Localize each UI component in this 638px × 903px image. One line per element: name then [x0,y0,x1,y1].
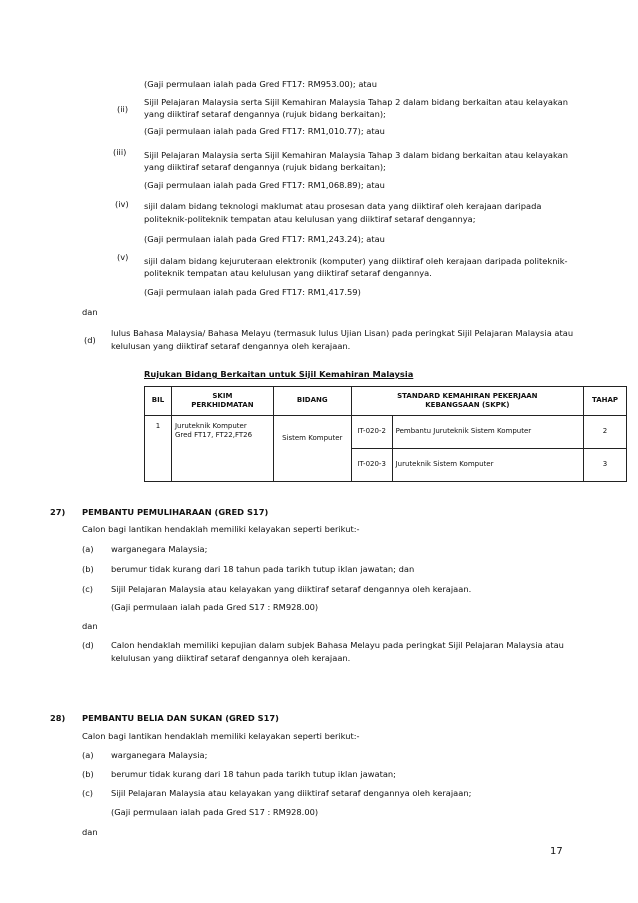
section-27-d-text-2: kelulusan yang diiktiraf setaraf dengannya oleh kerajaan. [111,653,351,663]
section-27-d-num: (d) [82,640,94,650]
dan-connector-3: dan [82,827,98,837]
section-27-a-num: (a) [82,544,94,554]
gaji-line-iv: (Gaji permulaan ialah pada Gred FT17: RM1,243.24); atau [144,234,385,244]
section-28-a-text: warganegara Malaysia; [111,750,208,760]
item-text-iv-2: politeknik-politeknik tempatan atau kelulusan yang diiktiraf setaraf dengannya; [144,214,476,224]
item-text-ii-2: yang diiktiraf setaraf dengannya (rujuk bidang berkaitan); [144,109,386,119]
section-27-title: PEMBANTU PEMULIHARAAN (GRED S17) [82,507,269,517]
header-skim-line-1: SKIM [212,391,233,400]
section-27-gaji: (Gaji permulaan ialah pada Gred S17 : RM928.00) [111,602,319,612]
section-28-b-num: (b) [82,769,94,779]
gaji-line-iii: (Gaji permulaan ialah pada Gred FT17: RM1,068.89); atau [144,180,385,190]
header-skpk-line-2: KEBANGSAAN (SKPK) [425,401,510,409]
item-text-v-1: sijil dalam bidang kejuruteraan elektronik (komputer) yang diiktiraf oleh kerajaan daripada politeknik- [144,256,568,266]
section-28-c-text: Sijil Pelajaran Malaysia atau kelayakan yang diiktiraf setaraf dengannya oleh kerajaan; [111,788,472,798]
cell-tahap: 2 [584,416,627,449]
item-text-d-1: lulus Bahasa Malaysia/ Bahasa Melayu (termasuk lulus Ujian Lisan) pada peringkat Sijil Pelajaran Malaysia atau [111,328,574,338]
item-num-v: (v) [117,252,129,262]
page-number: 17 [550,846,563,857]
cell-tahap: 3 [584,449,627,482]
gaji-line-i: (Gaji permulaan ialah pada Gred FT17: RM953.00); atau [144,79,378,89]
header-bil: BIL [145,387,172,416]
item-text-iii-2: yang diiktiraf setaraf dengannya (rujuk bidang berkaitan); [144,162,386,172]
rujukan-title: Rujukan Bidang Berkaitan untuk Sijil Kemahiran Malaysia [144,369,414,379]
section-27-b-num: (b) [82,564,94,574]
header-skpk-line-1: STANDARD KEMAHIRAN PEKERJAAN [397,391,538,400]
section-28-intro: Calon bagi lantikan hendaklah memiliki kelayakan seperti berikut:- [82,731,360,741]
item-text-iv-1: sijil dalam bidang teknologi maklumat atau prosesan data yang diiktiraf oleh kerajaan daripada [144,201,542,211]
section-27-intro: Calon bagi lantikan hendaklah memiliki kelayakan seperti berikut:- [82,524,360,534]
header-skim-line-2: PERKHIDMATAN [191,401,254,409]
skpk-table [144,386,627,482]
section-28-number: 28) [50,713,66,723]
section-27-c-text: Sijil Pelajaran Malaysia atau kelayakan yang diiktiraf setaraf dengannya oleh kerajaan. [111,584,472,594]
section-27-c-num: (c) [82,584,94,594]
item-num-ii: (ii) [117,104,129,114]
item-num-d: (d) [84,335,96,345]
cell-skim-line-2: Gred FT17, FT22,FT26 [174,431,253,440]
item-text-v-2: politeknik tempatan atau kelulusan yang diiktiraf setaraf dengannya. [144,268,432,278]
item-num-iv: (iv) [115,199,129,209]
section-27-a-text: warganegara Malaysia; [111,544,208,554]
header-bidang: BIDANG [273,387,351,416]
section-28-c-num: (c) [82,788,94,798]
section-28-a-num: (a) [82,750,94,760]
header-tahap: TAHAP [584,387,627,416]
cell-skim-line-1: Juruteknik Komputer [174,422,247,430]
cell-bil: 1 [145,416,172,482]
section-27-number: 27) [50,507,66,517]
item-text-iii-1: Sijil Pelajaran Malaysia serta Sijil Kemahiran Malaysia Tahap 3 dalam bidang berkaitan atau kelayakan [144,150,568,160]
section-27-b-text: berumur tidak kurang dari 18 tahun pada tarikh tutup iklan jawatan; dan [111,564,415,574]
gaji-line-ii: (Gaji permulaan ialah pada Gred FT17: RM1,010.77); atau [144,126,385,136]
dan-connector-1: dan [82,307,98,317]
cell-skim [171,416,273,482]
header-skpk [351,387,583,416]
cell-nama: Pembantu Juruteknik Sistem Komputer [392,416,583,449]
dan-connector-2: dan [82,621,98,631]
item-text-d-2: kelulusan yang diiktiraf setaraf dengannya oleh kerajaan. [111,341,351,351]
gaji-line-v: (Gaji permulaan ialah pada Gred FT17: RM1,417.59) [144,287,361,297]
header-skim [171,387,273,416]
section-28-gaji: (Gaji permulaan ialah pada Gred S17 : RM928.00) [111,807,319,817]
item-num-iii: (iii) [113,147,127,157]
cell-nama: Juruteknik Sistem Komputer [392,449,583,482]
section-28-b-text: berumur tidak kurang dari 18 tahun pada tarikh tutup iklan jawatan; [111,769,396,779]
cell-kod: IT-020-2 [351,416,392,449]
section-28-title: PEMBANTU BELIA DAN SUKAN (GRED S17) [82,713,279,723]
cell-kod: IT-020-3 [351,449,392,482]
table-row [145,416,627,449]
cell-bidang: Sistem Komputer [273,416,351,482]
table-header-row [145,387,627,416]
item-text-ii-1: Sijil Pelajaran Malaysia serta Sijil Kemahiran Malaysia Tahap 2 dalam bidang berkaitan atau kelayakan [144,97,568,107]
section-27-d-text-1: Calon hendaklah memiliki kepujian dalam subjek Bahasa Melayu pada peringkat Sijil Pelajaran Malaysia atau [111,640,564,650]
